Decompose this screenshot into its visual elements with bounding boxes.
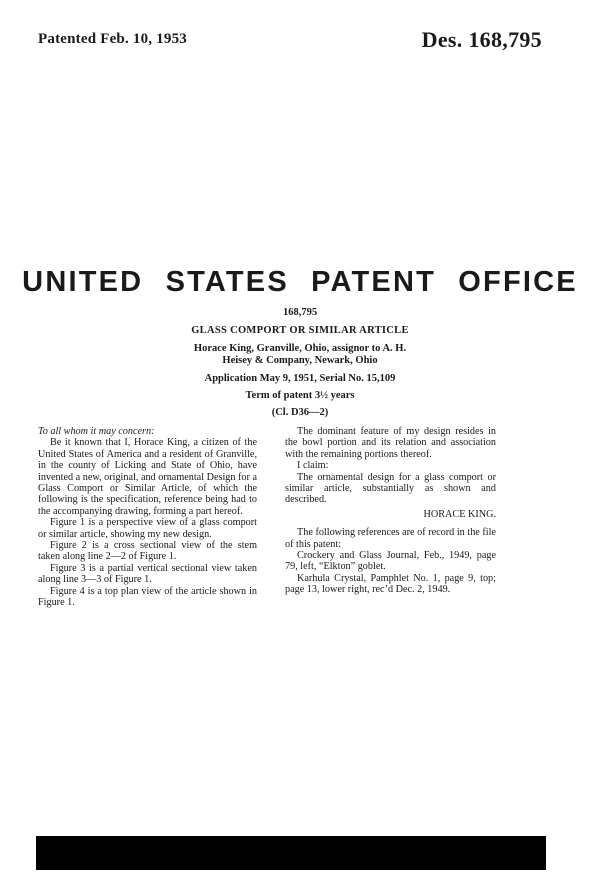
patent-title: GLASS COMPORT OR SIMILAR ARTICLE bbox=[191, 325, 409, 336]
figure-2-description: Figure 2 is a cross sectional view of the stem taken along line 2—2 of Figure 1. bbox=[38, 540, 257, 563]
patent-date: Patented Feb. 10, 1953 bbox=[38, 31, 187, 47]
right-column bbox=[285, 426, 496, 596]
figure-1-description: Figure 1 is a perspective view of a glass comport or similar article, showing my new design. bbox=[38, 517, 257, 540]
left-column bbox=[38, 426, 257, 609]
patent-number: 168,795 bbox=[282, 307, 318, 318]
inventor-signature: HORACE KING. bbox=[423, 508, 496, 520]
design-number: Des. 168,795 bbox=[421, 27, 542, 52]
assignee-line: Heisey & Company, Newark, Ohio bbox=[222, 355, 378, 366]
salutation: To all whom it may concern: bbox=[38, 426, 155, 437]
term-line: Term of patent 3½ years bbox=[245, 390, 355, 401]
figure-4-description: Figure 4 is a top plan view of the article shown in Figure 1. bbox=[38, 585, 257, 609]
claim-intro: I claim: bbox=[297, 460, 329, 472]
scan-border-bar bbox=[36, 836, 546, 870]
intro-paragraph: Be it known that I, Horace King, a citizen of the United States of America and a resident of Granville, in the county of Licking and State of Ohio, have invented a new, original, and ornamental Design for a Glass Comport or Similar Article, of which the following is the specification, reference being had to the accompanying drawing, forming a part hereof. bbox=[38, 437, 257, 517]
application-line: Application May 9, 1951, Serial No. 15,109 bbox=[204, 373, 396, 384]
reference-1: Crockery and Glass Journal, Feb., 1949, page 79, left, “Elkton” goblet. bbox=[285, 550, 496, 573]
classification-line: (Cl. D36—2) bbox=[271, 407, 329, 418]
references-intro: The following references are of record in the file of this patent: bbox=[285, 527, 496, 550]
claim-text: The ornamental design for a glass comport or similar article, substantially as shown and described. bbox=[285, 471, 496, 506]
office-heading: UNITED STATES PATENT OFFICE bbox=[22, 266, 578, 298]
figure-3-description: Figure 3 is a partial vertical sectional view taken along line 3—3 of Figure 1. bbox=[38, 562, 257, 586]
inventor-line: Horace King, Granville, Ohio, assignor to A. H. bbox=[193, 343, 407, 354]
reference-2: Karhula Crystal, Pamphlet No. 1, page 9, top; page 13, lower right, rec’d Dec. 2, 1949. bbox=[285, 572, 496, 596]
dominant-feature-paragraph: The dominant feature of my design resides in the bowl portion and its relation and association with the remaining portions thereof. bbox=[285, 426, 496, 460]
